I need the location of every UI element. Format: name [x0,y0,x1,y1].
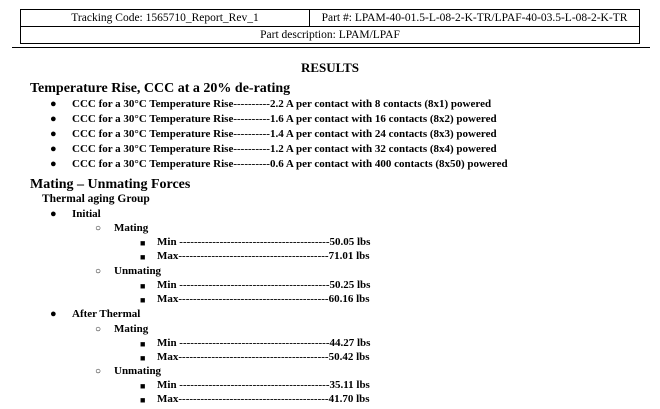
header-row-1 [21,10,639,27]
item-prefix: CCC for a 30°C Temperature Rise---------- [72,113,270,125]
initial-mating-label: Mating [114,222,149,234]
item-value: 0.6 A per contact with 400 contacts (8x50) powered [269,158,508,170]
circle-bullet-icon: ○ [95,324,102,335]
bullet-icon: ● [50,98,57,110]
item-value: 1.6 A per contact with 16 contacts (8x2) powered [269,113,497,125]
mating-heading: Mating – Unmating Forces [30,177,191,192]
item-value: 2.2 A per contact with 8 contacts (8x1) powered [269,98,492,110]
list-item [72,98,491,110]
square-bullet-icon: ■ [140,353,146,363]
square-bullet-icon: ■ [140,395,146,405]
bullet-icon: ● [50,113,57,125]
group-heading: Thermal aging Group [42,193,150,205]
after-unmating-max: Max-----------------------------------------41.70 lbs [157,393,370,405]
list-item [72,113,497,125]
square-bullet-icon: ■ [140,295,146,305]
initial-unmating-max: Max-----------------------------------------60.16 lbs [157,293,370,305]
square-bullet-icon: ■ [140,281,146,291]
after-mating-min: Min -----------------------------------------44.27 lbs [157,337,371,349]
square-bullet-icon: ■ [140,339,146,349]
after-unmating-min: Min -----------------------------------------35.11 lbs [157,379,370,391]
bullet-icon: ● [50,143,57,155]
bullet-icon: ● [50,208,57,220]
after-label: After Thermal [72,308,141,320]
item-value: 1.2 A per contact with 32 contacts (8x4) powered [269,143,497,155]
item-prefix: CCC for a 30°C Temperature Rise---------- [72,98,270,110]
after-mating-label: Mating [114,323,149,335]
circle-bullet-icon: ○ [95,266,102,277]
square-bullet-icon: ■ [140,381,146,391]
item-prefix: CCC for a 30°C Temperature Rise---------- [72,158,270,170]
initial-label: Initial [72,208,101,220]
initial-unmating-label: Unmating [114,265,162,277]
after-mating-max: Max-----------------------------------------50.42 lbs [157,351,370,363]
part-description: Part description: LPAM/LPAF [260,29,400,41]
item-prefix: CCC for a 30°C Temperature Rise---------- [72,143,270,155]
results-title: RESULTS [300,60,360,75]
list-item [72,158,508,170]
initial-unmating-min: Min -----------------------------------------50.25 lbs [157,279,371,291]
initial-mating-min: Min -----------------------------------------50.05 lbs [157,236,371,248]
header-table [20,9,640,44]
circle-bullet-icon: ○ [95,223,102,234]
initial-mating-max: Max-----------------------------------------71.01 lbs [157,250,370,262]
item-value: 1.4 A per contact with 24 contacts (8x3) powered [269,128,497,140]
temperature-heading: Temperature Rise, CCC at a 20% de-rating [30,81,291,96]
item-prefix: CCC for a 30°C Temperature Rise---------- [72,128,270,140]
after-unmating-label: Unmating [114,365,162,377]
list-item [72,143,497,155]
tracking-code: Tracking Code: 1565710_Report_Rev_1 [21,10,310,26]
square-bullet-icon: ■ [140,252,146,262]
circle-bullet-icon: ○ [95,366,102,377]
list-item [72,128,497,140]
bullet-icon: ● [50,128,57,140]
header-divider [12,47,650,48]
bullet-icon: ● [50,308,57,320]
header-row-2 [21,27,639,43]
square-bullet-icon: ■ [140,238,146,248]
part-number: Part #: LPAM-40-01.5-L-08-2-K-TR/LPAF-40-03.5-L-08-2-K-TR [321,12,628,24]
bullet-icon: ● [50,158,57,170]
